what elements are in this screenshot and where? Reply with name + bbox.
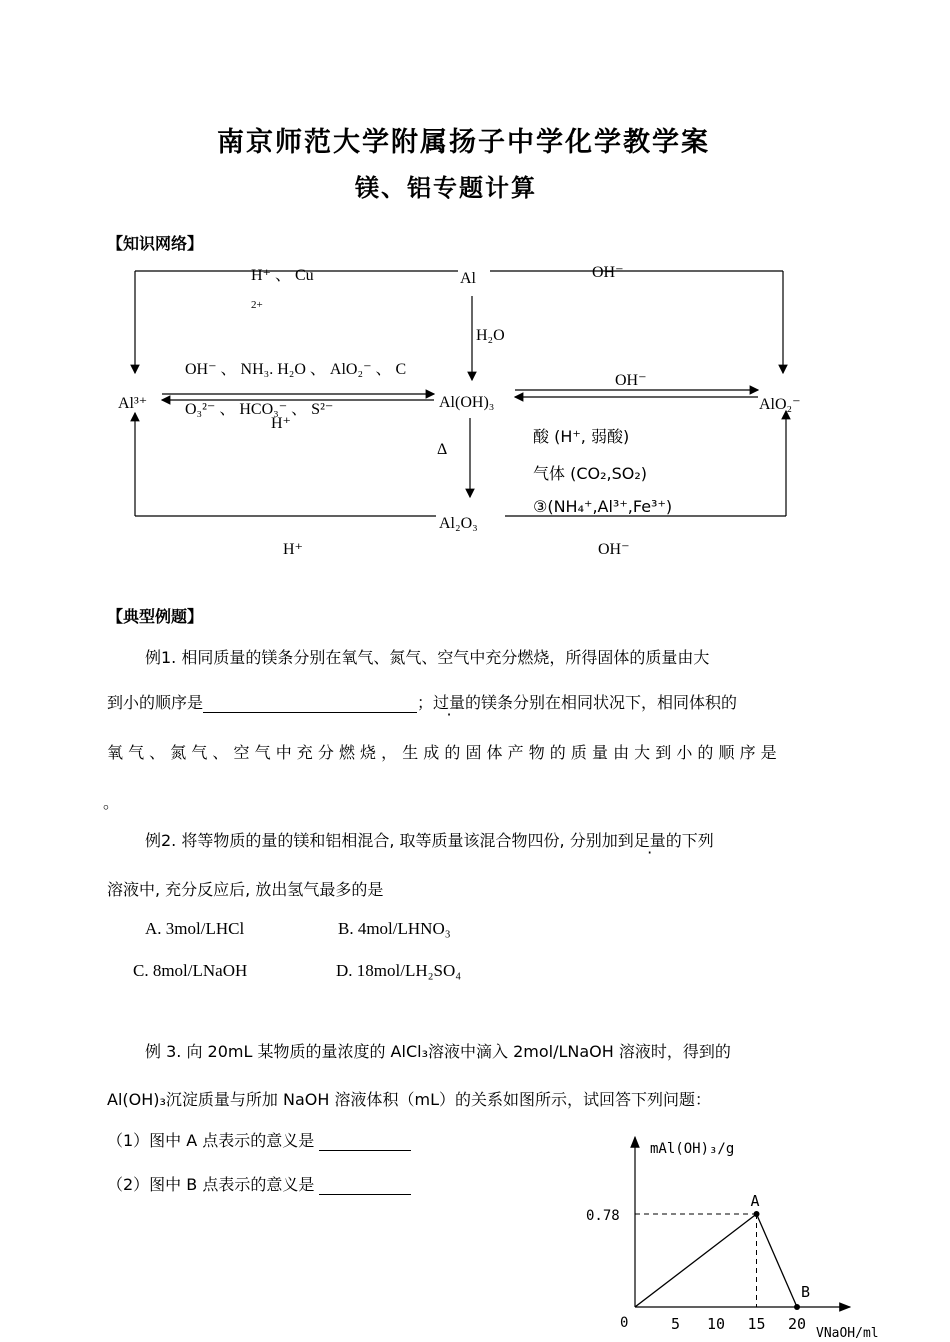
- node-al: Al: [460, 270, 476, 287]
- label-oh-mid: OH⁻: [615, 372, 647, 389]
- question-2: （2）图中 B 点表示的意义是: [107, 1172, 411, 1195]
- y-tick-label: 0.78: [586, 1208, 620, 1224]
- question-1: （1）图中 A 点表示的意义是: [107, 1128, 411, 1151]
- x-tick-15: 15: [747, 1315, 766, 1333]
- label-acid: 酸 (H⁺, 弱酸): [533, 427, 630, 446]
- page-title: 南京师范大学附属扬子中学化学教学案: [217, 127, 710, 158]
- point-label-A: A: [750, 1192, 760, 1210]
- option-b[interactable]: B. 4mol/LHNO₃: [338, 919, 451, 938]
- page-subtitle: 镁、铝专题计算: [355, 174, 537, 202]
- node-alo2: AlO₂⁻: [759, 396, 801, 413]
- examples-heading: 【典型例题】: [107, 607, 204, 626]
- point-label-B: B: [801, 1283, 811, 1301]
- x-axis-label: VNaOH/ml: [816, 1326, 879, 1341]
- label-reagents-line1: OH⁻ 、 NH₃. H₂O 、 AlO₂⁻ 、 C: [185, 361, 407, 378]
- label-h-plus-bottom: H⁺: [283, 541, 303, 558]
- label-delta: Δ: [437, 441, 448, 458]
- ex2-line2: 溶液中, 充分反应后, 放出氢气最多的是: [107, 880, 384, 899]
- node-al3: Al³⁺: [118, 395, 148, 412]
- ex1-line1: 例1. 相同质量的镁条分别在氧气、氮气、空气中充分燃烧，所得固体的质量由大: [145, 648, 710, 667]
- label-oh-bottom: OH⁻: [598, 541, 630, 558]
- ex3-line2: Al(OH)₃沉淀质量与所加 NaOH 溶液体积（mL）的关系如图所示，试回答下列问题：: [107, 1090, 711, 1109]
- label-ions: ③(NH₄⁺,Al³⁺,Fe³⁺): [533, 497, 673, 516]
- ex3-line1: 例 3. 向 20mL 某物质的量浓度的 AlCl₃溶液中滴入 2mol/LNaOH 溶液时，得到的: [145, 1042, 731, 1061]
- series-segment-1: [757, 1214, 798, 1307]
- label-h-cu: H⁺ 、 Cu: [251, 267, 314, 284]
- knowledge-heading: 【知识网络】: [107, 234, 204, 253]
- q2-answer-blank[interactable]: [319, 1177, 411, 1195]
- label-cu-charge: 2+: [251, 299, 263, 311]
- label-h-plus-mid: H⁺: [271, 415, 291, 432]
- ex2-emphasis: 足量: [633, 831, 666, 850]
- node-al2o3: Al₂O₃: [439, 515, 478, 532]
- option-c[interactable]: C. 8mol/LNaOH: [133, 961, 248, 980]
- origin-label: 0: [620, 1315, 629, 1331]
- data-point-A: [754, 1211, 760, 1217]
- ex1-emphasis: 过量: [433, 693, 466, 712]
- data-point-B: [794, 1304, 800, 1310]
- option-a[interactable]: A. 3mol/LHCl: [145, 919, 245, 938]
- label-gas: 气体 (CO₂,SO₂): [533, 464, 648, 483]
- x-tick-5: 5: [671, 1315, 681, 1333]
- series-segment-0: [635, 1214, 757, 1307]
- q1-answer-blank[interactable]: [319, 1133, 411, 1151]
- ex1-line2: 到小的顺序是 ；过量的镁条分别在相同状况下，相同体积的: [107, 693, 738, 712]
- label-reagents-line2: O₃²⁻ 、 HCO₃⁻ 、 S²⁻: [185, 401, 334, 418]
- ex2-line1: 例2. 将等物质的量的镁和铝相混合, 取等质量该混合物四份, 分别加到足量的下列: [145, 831, 714, 850]
- node-aloh3: Al(OH)₃: [439, 394, 495, 411]
- ex1-line3: 氧 气 、 氮 气 、 空 气 中 充 分 燃 烧 ， 生 成 的 固 体 产 物 的 质 量 由 大 到 小 的 顺 序 是: [107, 743, 777, 762]
- label-oh-top: OH⁻: [592, 264, 624, 281]
- label-h2o: H₂O: [476, 327, 505, 344]
- x-tick-20: 20: [788, 1315, 807, 1333]
- option-d[interactable]: D. 18mol/LH₂SO₄: [336, 961, 462, 980]
- knowledge-diagram: [0, 0, 950, 600]
- ex1-answer-blank-1[interactable]: [203, 695, 417, 713]
- x-tick-10: 10: [707, 1315, 726, 1333]
- precipitation-chart: [570, 1125, 900, 1342]
- ex1-line4: 。: [103, 793, 120, 812]
- y-axis-label: mAl(OH)₃/g: [650, 1141, 735, 1157]
